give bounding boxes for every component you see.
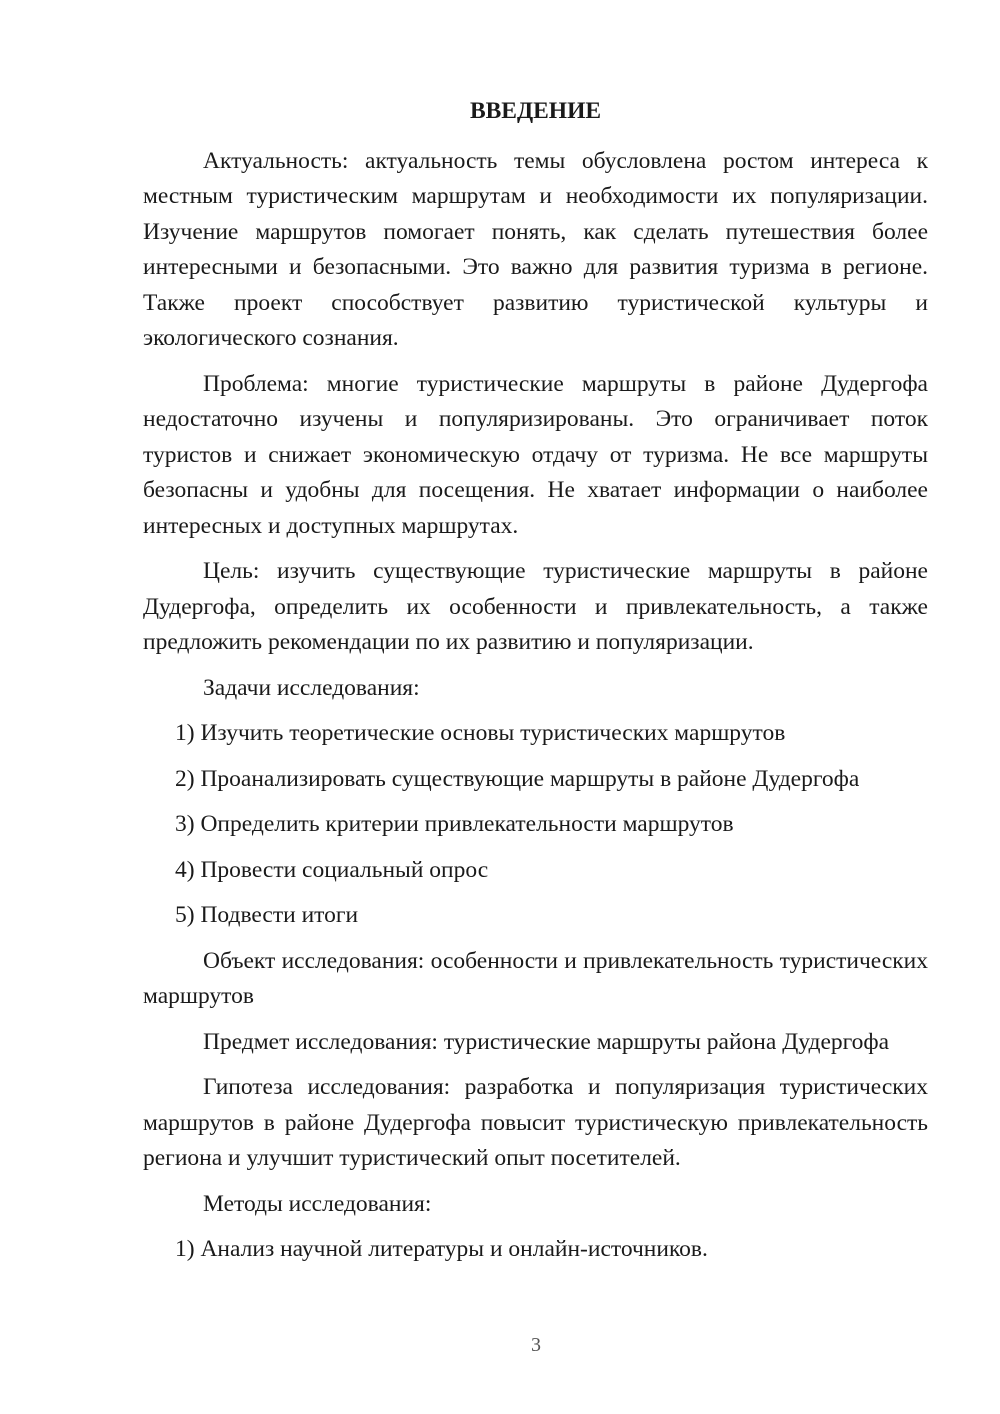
paragraph-goal: Цель: изучить существующие туристические маршруты в районе Дудергофа, определить их особенности и привлекательность, а также предложить рекомендации по их развитию и популяризации. — [143, 558, 928, 655]
methods-heading: Методы исследования: — [203, 1190, 432, 1217]
page-number: 3 — [531, 1334, 541, 1356]
tasks-heading: Задачи исследования: — [203, 674, 420, 701]
list-item: 5) Подвести итоги — [175, 902, 359, 928]
list-item: 4) Провести социальный опрос — [175, 856, 489, 883]
paragraph-hypothesis: Гипотеза исследования: разработка и популяризация туристических маршрутов в районе Дудергофа повысит туристическую привлекательность региона и улучшит туристический опыт посетителей. — [143, 1074, 928, 1171]
paragraph-subject: Предмет исследования: туристические маршруты района Дудергофа — [203, 1028, 890, 1055]
list-item: 2) Проанализировать существующие маршруты в районе Дудергофа — [175, 765, 860, 792]
paragraph-problem: Проблема: многие туристические маршруты в районе Дудергофа недостаточно изучены и популяризированы. Это ограничивает поток туристов и снижает экономическую отдачу от туризма. Не все маршруты безопасны и удобны для посещения. Не хватает информации о наиболее интересных и доступных маршрутах. — [143, 370, 928, 539]
methods-list — [143, 1232, 928, 1268]
list-item: 3) Определить критерии привлекательности маршрутов — [175, 811, 734, 837]
tasks-list — [143, 716, 928, 934]
list-item: 1) Изучить теоретические основы туристических маршрутов — [175, 720, 786, 746]
paragraph-object: Объект исследования: особенности и привлекательность туристических маршрутов — [143, 947, 928, 1009]
paragraph-relevance: Актуальность: актуальность темы обусловлена ростом интереса к местным туристическим маршрутам и необходимости их популяризации. Изучение маршрутов помогает понять, как сделать путешествия более интересными и безопасными. Это важно для развития туризма в регионе. Также проект способствует развитию туристической культуры и экологического сознания. — [143, 147, 928, 351]
page-content — [143, 94, 928, 1268]
page-title: ВВЕДЕНИЕ — [469, 98, 602, 124]
list-item: 1) Анализ научной литературы и онлайн-источников. — [175, 1236, 708, 1262]
